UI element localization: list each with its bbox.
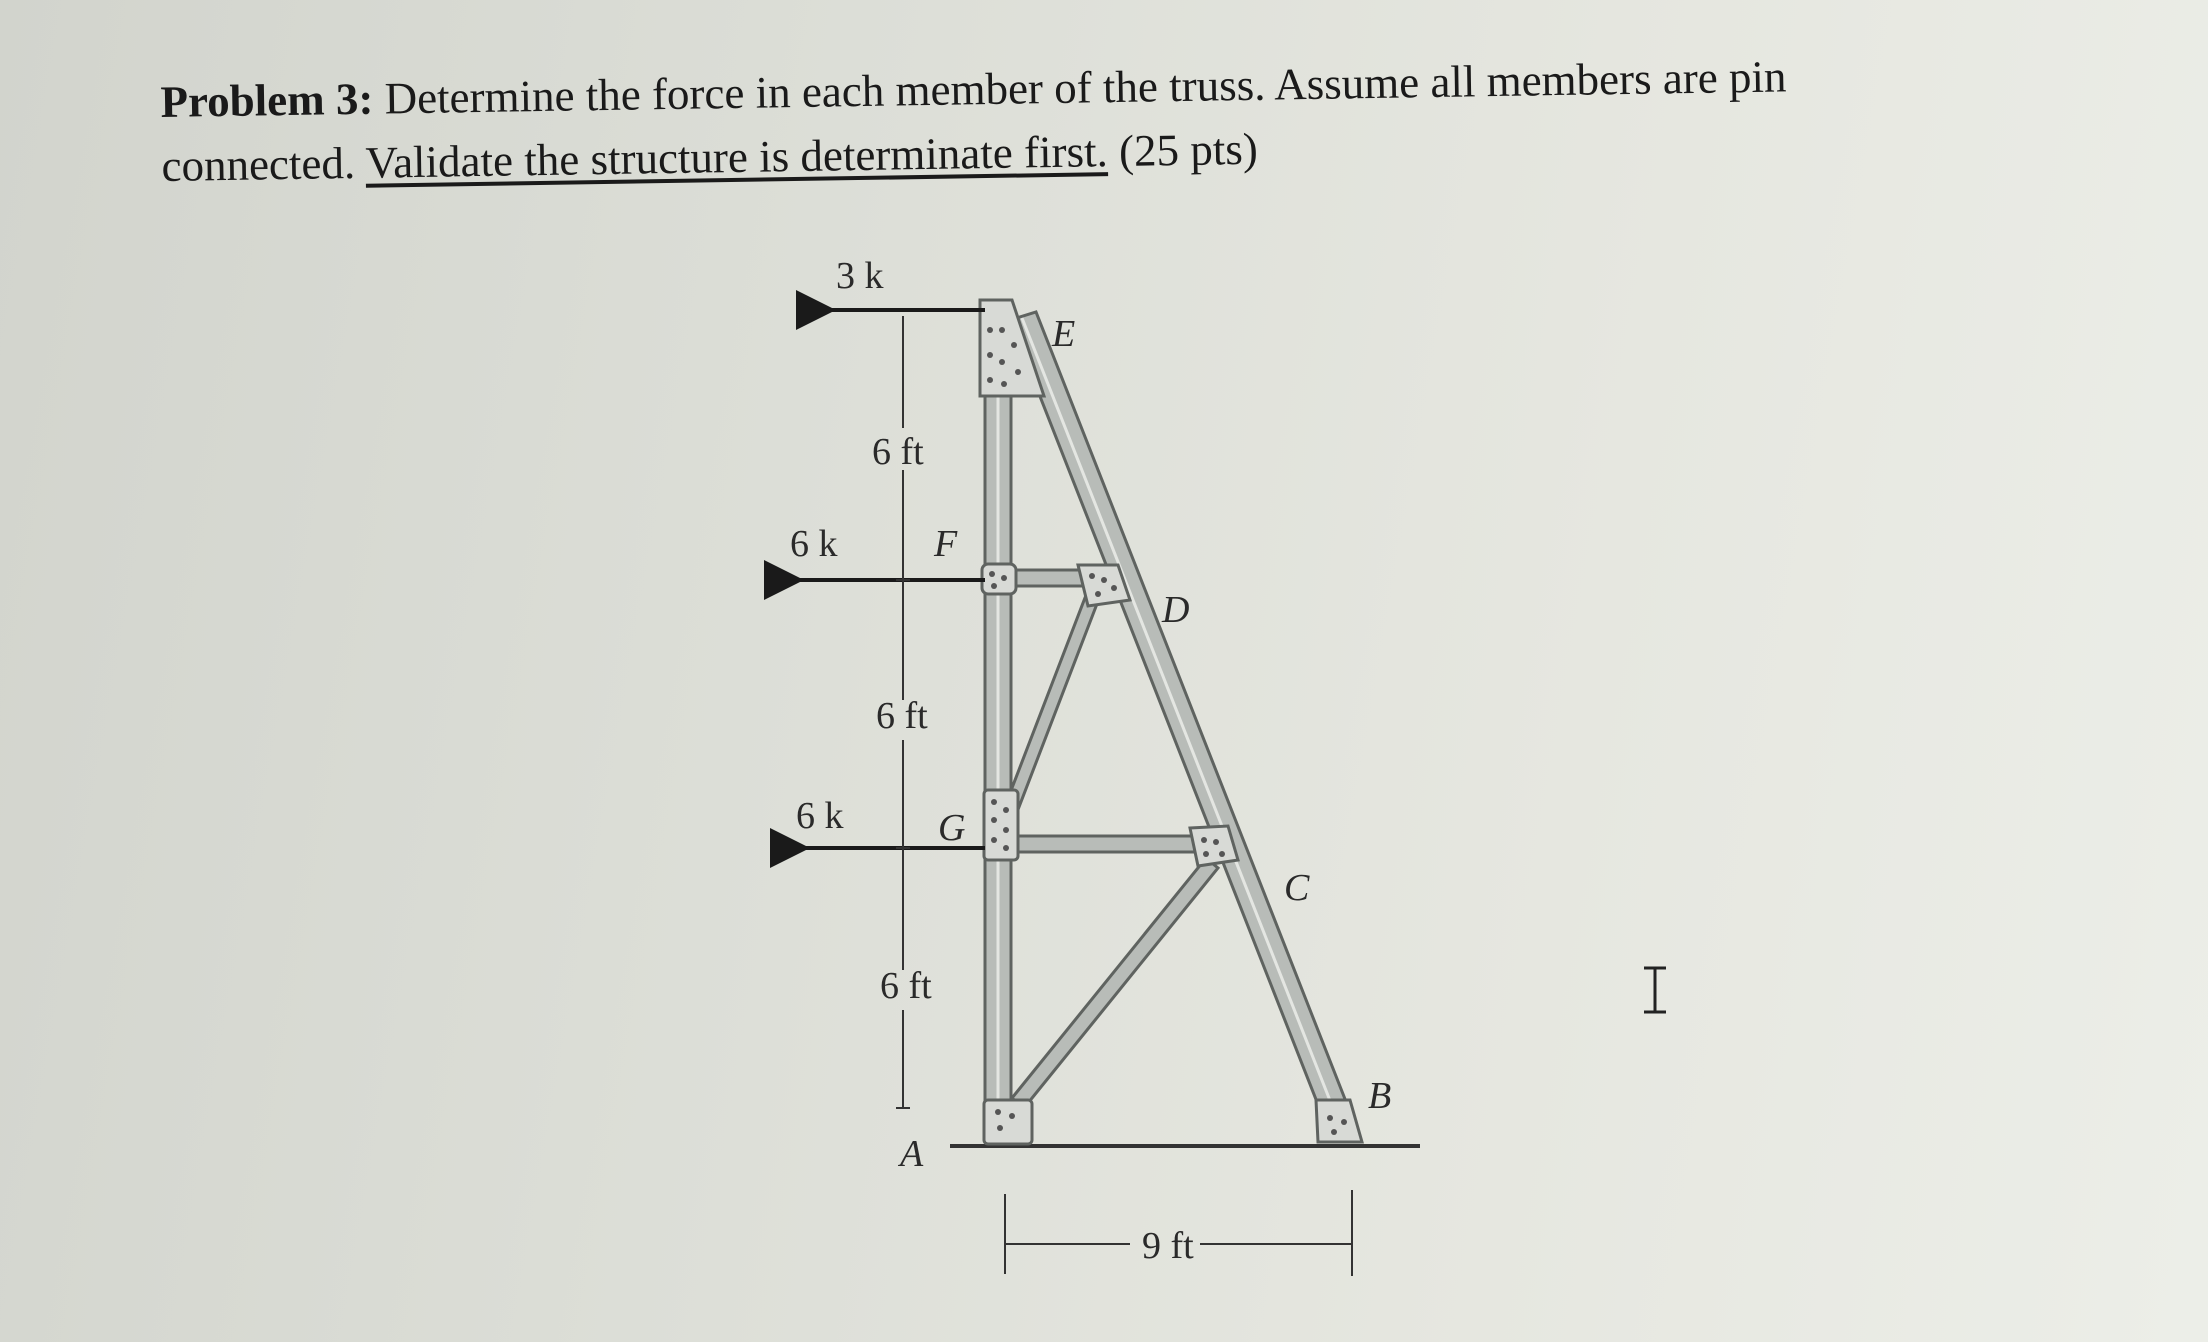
dimension-label-bottom: 6 ft: [880, 965, 932, 1007]
member-inclined-EB: [1010, 312, 1354, 1130]
joint-label-F: F: [934, 523, 958, 565]
dimension-label-base: 9 ft: [1142, 1225, 1194, 1267]
gusset-plate-F: [982, 564, 1016, 594]
load-label-lower: 6 k: [796, 795, 844, 837]
member-horizontal-GC: [1005, 836, 1215, 852]
joint-label-C: C: [1284, 867, 1310, 909]
gusset-plate-C: [1190, 826, 1238, 866]
dimension-label-top: 6 ft: [872, 431, 924, 473]
problem-text-2: (25 pts): [1107, 123, 1259, 177]
joint-label-D: D: [1162, 589, 1190, 631]
gusset-plate-G: [984, 790, 1018, 860]
gusset-plate-A: [984, 1100, 1032, 1144]
gusset-plate-B: [1316, 1100, 1362, 1142]
joint-label-E: E: [1052, 313, 1076, 355]
member-diagonal-DG: [1002, 590, 1100, 820]
member-vertical-AE: [985, 310, 1011, 1140]
joint-label-A: A: [900, 1133, 924, 1175]
joint-label-G: G: [938, 807, 966, 849]
problem-text-1: Determine the force in each member of the truss. Assume all members are pin connected.: [161, 51, 1787, 191]
dimension-label-middle: 6 ft: [876, 695, 928, 737]
problem-underlined-text: Validate the structure is determinate first.: [365, 126, 1109, 188]
problem-label: Problem 3:: [160, 73, 374, 127]
joint-label-B: B: [1368, 1075, 1392, 1117]
member-diagonal-CA: [1012, 858, 1218, 1108]
i-beam-cursor-icon: [1640, 965, 1670, 1015]
load-label-middle: 6 k: [790, 523, 838, 565]
load-label-top: 3 k: [836, 255, 884, 297]
